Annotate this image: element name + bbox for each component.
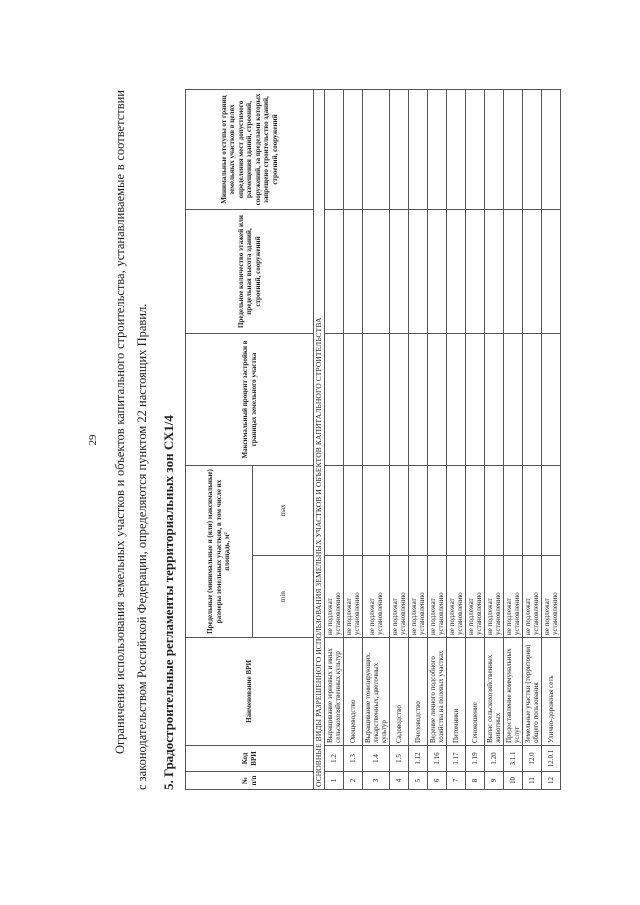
row-min: не подлежат установлению: [428, 556, 447, 638]
header-floors: Предельное количество этажей или предельная высота зданий, строений, сооружений: [186, 210, 314, 334]
row-name: Ведение личного подсобного хозяйства на полевых участках: [428, 638, 447, 746]
row-name: Выращивание зерновых и иных сельскохозяйственных культур: [325, 638, 344, 746]
table-row: [390, 90, 409, 790]
row-max: [428, 466, 447, 556]
row-min: не подлежат установлению: [523, 556, 542, 638]
row-floors: [325, 210, 344, 334]
row-name: Пчеловодство: [409, 638, 428, 746]
intro-paragraph: Ограничения использования земельных участков и объектов капитального строительства, устанавливаемые в соответствии с законодательством Российской Федерации, определяются пунктом 22 настоящих Правил.: [113, 90, 149, 790]
row-code: 12.0.1: [542, 746, 561, 772]
row-min: не подлежат установлению: [363, 556, 390, 638]
row-max: [523, 466, 542, 556]
row-max: [542, 466, 561, 556]
row-setbacks: [390, 90, 409, 210]
header-setbacks: Минимальные отступы от границ земельных участков в целях определения мест допустимого размещения зданий, строений, сооружений, за пределами которых запрещено строительство зданий, строений, сооружений: [186, 90, 314, 210]
row-coverage: [428, 334, 447, 466]
row-min: не подлежат установлению: [485, 556, 504, 638]
row-floors: [485, 210, 504, 334]
row-code: 1.4: [363, 746, 390, 772]
header-max: max: [253, 466, 314, 556]
row-num: 8: [466, 772, 485, 790]
header-num: № п/п: [186, 772, 314, 790]
row-floors: [344, 210, 363, 334]
row-coverage: [344, 334, 363, 466]
row-coverage: [447, 334, 466, 466]
row-floors: [504, 210, 523, 334]
table-row: [466, 90, 485, 790]
row-floors: [409, 210, 428, 334]
table-row: [523, 90, 542, 790]
page-number: 29: [87, 434, 99, 446]
table-row: [325, 90, 344, 790]
row-setbacks: [447, 90, 466, 210]
row-setbacks: [542, 90, 561, 210]
row-max: [504, 466, 523, 556]
row-setbacks: [466, 90, 485, 210]
row-code: 12.0: [523, 746, 542, 772]
row-floors: [542, 210, 561, 334]
row-name: Питомники: [447, 638, 466, 746]
row-num: 10: [504, 772, 523, 790]
row-max: [344, 466, 363, 556]
row-num: 5: [409, 772, 428, 790]
row-num: 2: [344, 772, 363, 790]
row-setbacks: [325, 90, 344, 210]
row-min: не подлежат установлению: [325, 556, 344, 638]
row-setbacks: [428, 90, 447, 210]
row-name: Улично-дорожная сеть: [542, 638, 561, 746]
row-floors: [390, 210, 409, 334]
row-coverage: [542, 334, 561, 466]
row-coverage: [409, 334, 428, 466]
row-name: Выращивание тонизирующих, лекарственных, цветочных культур: [363, 638, 390, 746]
row-name: Земельные участки (территории) общего пользования: [523, 638, 542, 746]
table-row: [485, 90, 504, 790]
row-code: 1.16: [428, 746, 447, 772]
row-setbacks: [504, 90, 523, 210]
row-coverage: [523, 334, 542, 466]
table-row: [344, 90, 363, 790]
header-sizes: Предельные (минимальные и (или) максимальные) размеры земельных участков, в том числе их площадь, м²: [186, 466, 253, 638]
row-num: 7: [447, 772, 466, 790]
table-row: [542, 90, 561, 790]
row-coverage: [504, 334, 523, 466]
row-coverage: [466, 334, 485, 466]
table-row: [428, 90, 447, 790]
regulations-table: [185, 89, 561, 790]
row-name: Предоставление коммунальных услуг: [504, 638, 523, 746]
row-min: не подлежат установлению: [542, 556, 561, 638]
row-setbacks: [363, 90, 390, 210]
row-setbacks: [344, 90, 363, 210]
row-code: 1.2: [325, 746, 344, 772]
table-header-row: [186, 90, 253, 790]
row-max: [466, 466, 485, 556]
table-row: [409, 90, 428, 790]
row-code: 1.5: [390, 746, 409, 772]
row-num: 1: [325, 772, 344, 790]
row-num: 12: [542, 772, 561, 790]
row-coverage: [325, 334, 344, 466]
row-code: 1.12: [409, 746, 428, 772]
rotated-page: [87, 70, 567, 810]
row-max: [447, 466, 466, 556]
row-max: [409, 466, 428, 556]
header-code: Код ВРИ: [186, 746, 314, 772]
row-num: 4: [390, 772, 409, 790]
row-setbacks: [409, 90, 428, 210]
row-num: 6: [428, 772, 447, 790]
row-num: 11: [523, 772, 542, 790]
row-floors: [447, 210, 466, 334]
row-floors: [428, 210, 447, 334]
row-min: не подлежат установлению: [409, 556, 428, 638]
row-floors: [523, 210, 542, 334]
row-max: [325, 466, 344, 556]
row-code: 1.19: [466, 746, 485, 772]
row-code: 1.3: [344, 746, 363, 772]
row-coverage: [485, 334, 504, 466]
table-row: [504, 90, 523, 790]
row-coverage: [363, 334, 390, 466]
header-name: Наименование ВРИ: [186, 638, 314, 746]
row-min: не подлежат установлению: [344, 556, 363, 638]
row-min: не подлежат установлению: [504, 556, 523, 638]
row-max: [485, 466, 504, 556]
header-coverage: Максимальный процент застройки в границах земельного участка: [186, 334, 314, 466]
row-setbacks: [523, 90, 542, 210]
row-max: [363, 466, 390, 556]
header-min: min: [253, 556, 314, 638]
row-code: 1.17: [447, 746, 466, 772]
row-name: Сенокошение: [466, 638, 485, 746]
row-min: не подлежат установлению: [466, 556, 485, 638]
row-name: Садоводство: [390, 638, 409, 746]
row-coverage: [390, 334, 409, 466]
section-title: ОСНОВНЫЕ ВИДЫ РАЗРЕШЕННОГО ИСПОЛЬЗОВАНИЯ ЗЕМЕЛЬНЫХ УЧАСТКОВ И ОБЪЕКТОВ КАПИТАЛЬНОГО СТРОИТЕЛЬСТВА: [314, 90, 325, 790]
row-floors: [363, 210, 390, 334]
table-row: [363, 90, 390, 790]
row-floors: [466, 210, 485, 334]
row-min: не подлежат установлению: [447, 556, 466, 638]
row-setbacks: [485, 90, 504, 210]
row-max: [390, 466, 409, 556]
section-row: [314, 90, 325, 790]
row-code: 3.1.1: [504, 746, 523, 772]
section-heading: 5. Градостроительные регламенты территориальных зон СХ1/4: [161, 415, 176, 790]
table-row: [447, 90, 466, 790]
row-name: Выпас сельскохозяйственных животных: [485, 638, 504, 746]
row-name: Овощеводство: [344, 638, 363, 746]
row-num: 9: [485, 772, 504, 790]
row-num: 3: [363, 772, 390, 790]
row-min: не подлежат установлению: [390, 556, 409, 638]
row-code: 1.20: [485, 746, 504, 772]
